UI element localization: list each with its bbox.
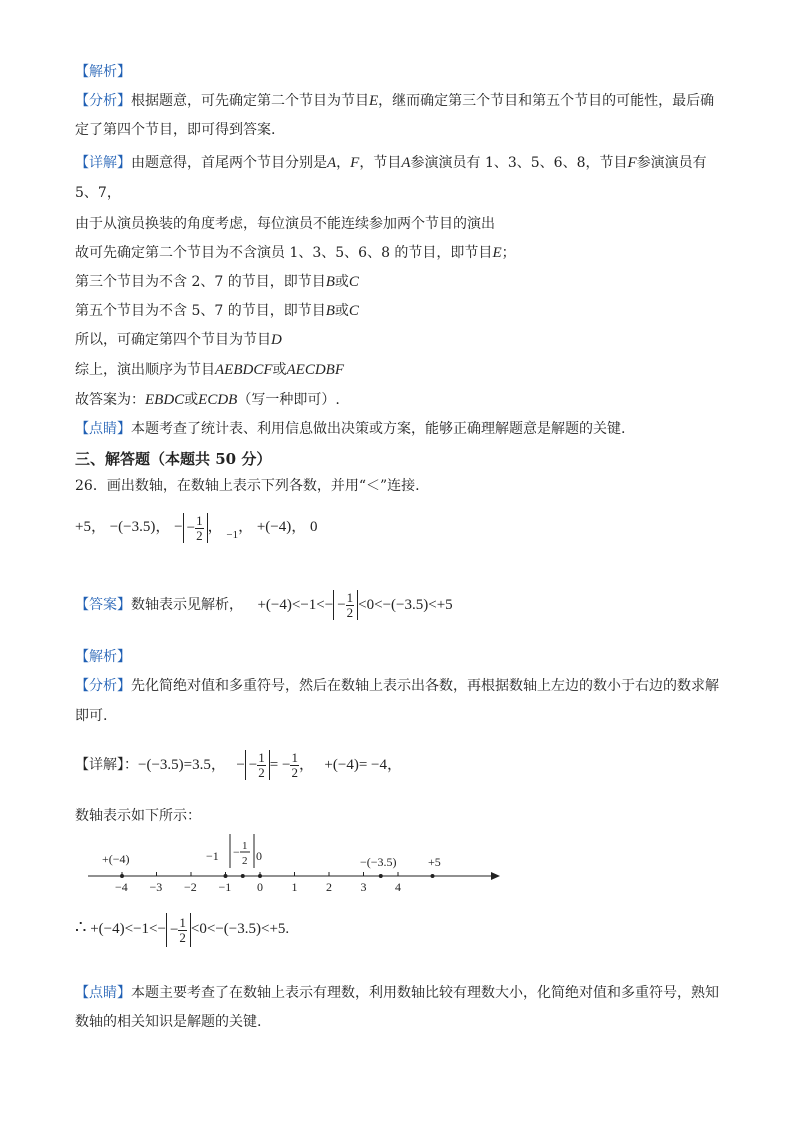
denominator: 2 <box>179 929 186 945</box>
axis-point <box>120 874 124 878</box>
detail-line-8 <box>75 360 344 380</box>
minus-sign: − <box>169 921 179 938</box>
q26-stem: 26．画出数轴，在数轴上表示下列各数，并用“＜”连接. <box>75 478 420 494</box>
text: 根据题意，可先确定第二个节目为节目 <box>131 93 369 109</box>
text: 由题意得，首尾两个节目分别是 <box>131 155 327 171</box>
conclusion-b: <0<−(−3.5)<+5 <box>190 921 286 937</box>
text: 故可先确定第二个节目为不含演员 1、3、5、6、8 的节目，即节目 <box>75 245 493 261</box>
detail-line-9 <box>75 390 340 410</box>
denominator: 2 <box>346 605 354 621</box>
tick-label: −1 <box>218 880 232 894</box>
detail-tag: 【详解】 <box>75 757 124 774</box>
text: . <box>285 921 290 937</box>
text: 先化简绝对值和多重符号，然后在数轴上表示出各数，再根据数轴上左边的数小于右边的数求解 <box>131 678 719 694</box>
label-plus5: +5 <box>428 855 441 869</box>
text: ， <box>298 757 314 774</box>
fraction-half <box>346 591 355 620</box>
var-d: D <box>271 332 282 348</box>
numerator: 1 <box>196 512 203 528</box>
label-minus: − <box>233 845 240 859</box>
q26-analysis-1 <box>75 676 719 696</box>
analysis-line-1 <box>75 91 714 111</box>
text: ， <box>238 519 254 535</box>
answer-1: EBDC <box>145 392 185 408</box>
tick-label: 0 <box>257 880 263 894</box>
text: ，节目 <box>359 155 402 171</box>
minus-sign: − <box>236 757 245 774</box>
num-zero: 0 <box>310 519 318 535</box>
text: 或 <box>334 303 349 319</box>
text: 或 <box>272 362 287 378</box>
answer-2: ECDB <box>198 392 238 408</box>
var-a: A <box>327 155 337 171</box>
sequence-1: AEBDCF <box>215 362 273 378</box>
detail-line-7 <box>75 330 282 350</box>
detail-tag: 【详解】 <box>75 155 131 171</box>
text: 参演演员有 1、3、5、6、8，节目 <box>410 155 628 171</box>
detail-a: −(−3.5)=3.5， <box>138 757 226 774</box>
text: ； <box>501 245 516 261</box>
label-two: 2 <box>242 855 248 867</box>
label-one: 1 <box>242 840 248 852</box>
text: 数轴表示见解析， <box>131 597 243 614</box>
numerator: 1 <box>258 750 265 766</box>
detail-line-5 <box>75 272 359 292</box>
text: ： <box>124 757 138 774</box>
q26-detail <box>75 750 402 780</box>
tick-label: 3 <box>360 880 367 894</box>
text: ，继而确定第三个节目和第五个节目的可能性，最后确 <box>378 93 715 109</box>
var-b: B <box>325 274 335 290</box>
text: ， <box>155 519 171 535</box>
text: 第五个节目为不含 5、7 的节目，即节目 <box>75 303 326 319</box>
q26-answer <box>75 590 453 620</box>
tick-label: 4 <box>395 880 401 894</box>
text: 所以，可确定第四个节目为节目 <box>75 332 271 348</box>
comment-tag: 【点睛】 <box>75 421 131 437</box>
text: （写一种即可）. <box>237 392 340 408</box>
var-e: E <box>492 245 502 261</box>
abs-neg-half <box>166 913 191 947</box>
q26-analysis-heading: 【解析】 <box>75 649 131 665</box>
label-zero: 0 <box>256 849 262 863</box>
numerator: 1 <box>291 749 298 765</box>
text: ， <box>291 519 307 535</box>
text: 参演演员有 <box>636 155 707 171</box>
axis-point <box>258 874 262 878</box>
denominator: 2 <box>258 765 265 781</box>
answer-chain-a: +(−4)<−1<− <box>257 597 334 614</box>
analysis-line-2: 定了第四个节目，即可得到答案. <box>75 122 276 138</box>
text: 本题考查了统计表、利用信息做出决策或方案，能够正确理解题意是解题的关键. <box>131 421 626 437</box>
answer-chain-b: <0<−(−3.5)<+5 <box>358 597 453 614</box>
var-b: B <box>325 303 335 319</box>
axis-point <box>241 874 245 878</box>
section-heading: 三、解答题（本题共 50 分） <box>75 450 272 468</box>
detail-line-1 <box>75 153 707 173</box>
tick-label: −4 <box>115 880 128 894</box>
text: 第三个节目为不含 2、7 的节目，即节目 <box>75 274 326 290</box>
num-neg-neg-3-5: −(−3.5) <box>109 519 156 535</box>
tick-label: −3 <box>149 880 163 894</box>
denominator: 2 <box>291 764 298 780</box>
minus-sign: − <box>186 519 196 536</box>
q26-comment-1 <box>75 983 719 1003</box>
detail-c: +(−4)= −4， <box>324 757 402 774</box>
analysis-tag: 【分析】 <box>75 678 131 694</box>
comment-tag: 【点睛】 <box>75 985 131 1001</box>
abs-neg-half <box>245 750 270 780</box>
axis-point <box>431 874 435 878</box>
detail-line-4 <box>75 243 516 263</box>
answer-tag: 【答案】 <box>75 597 131 614</box>
text: ， <box>207 519 223 535</box>
tick-label: 2 <box>326 880 332 894</box>
num-plus-neg4: +(−4) <box>256 519 292 535</box>
q26-comment-2: 数轴的相关知识是解题的关键. <box>75 1014 262 1030</box>
numerator: 1 <box>179 914 186 930</box>
fraction-half <box>290 751 299 780</box>
conclusion <box>75 910 289 947</box>
minus-sign: − <box>248 757 258 773</box>
var-a: A <box>401 155 411 171</box>
text: 本题主要考查了在数轴上表示有理数，利用数轴比较有理数大小，化简绝对值和多重符号，熟知 <box>131 985 719 1001</box>
num-neg1: −1 <box>226 529 239 541</box>
abs-neg-half <box>333 590 358 620</box>
axis-ticks <box>115 872 401 894</box>
conclusion-a: +(−4)<−1<− <box>90 921 166 937</box>
analysis-heading: 【解析】 <box>75 64 131 80</box>
var-c: C <box>348 303 359 319</box>
analysis-tag: 【分析】 <box>75 93 131 109</box>
numerator: 1 <box>346 590 354 606</box>
axis-arrow-icon <box>491 872 500 880</box>
axis-point <box>379 874 383 878</box>
q26-analysis-2: 即可. <box>75 708 108 724</box>
axis-point <box>224 874 228 878</box>
minus-sign: − <box>174 519 183 535</box>
tick-label: 1 <box>291 880 298 894</box>
num-plus5: +5， <box>75 519 106 535</box>
tick-label: −2 <box>184 880 197 894</box>
fraction-half <box>195 514 204 543</box>
detail-line-3: 由于从演员换装的角度考虑，每位演员不能连续参加两个节目的演出 <box>75 216 495 232</box>
fraction-half <box>257 751 266 780</box>
number-line <box>80 828 520 898</box>
label-neg1: −1 <box>206 849 219 863</box>
var-f: F <box>350 155 360 171</box>
sequence-2: AECDBF <box>286 362 344 378</box>
text: = − <box>269 757 291 774</box>
denominator: 2 <box>196 527 203 543</box>
text: 或 <box>184 392 199 408</box>
text: 故答案为： <box>75 392 145 408</box>
therefore-icon: ∴ <box>75 917 87 937</box>
var-e: E <box>369 93 379 109</box>
abs-neg-half <box>183 513 208 543</box>
comment-line <box>75 419 625 439</box>
detail-line-6 <box>75 301 359 321</box>
minus-sign: − <box>337 597 346 613</box>
detail-line-2: 5、7， <box>75 185 121 201</box>
text: 或 <box>334 274 349 290</box>
q26-numbers <box>75 512 318 543</box>
label-neg-neg-3-5: −(−3.5) <box>360 855 397 869</box>
axis-intro: 数轴表示如下所示： <box>75 808 201 824</box>
label-plus-neg4: +(−4) <box>102 852 130 866</box>
text: ， <box>336 155 351 171</box>
var-f: F <box>627 155 637 171</box>
var-c: C <box>348 274 359 290</box>
fraction-half <box>178 916 187 945</box>
text: 综上，演出顺序为节目 <box>75 362 215 378</box>
